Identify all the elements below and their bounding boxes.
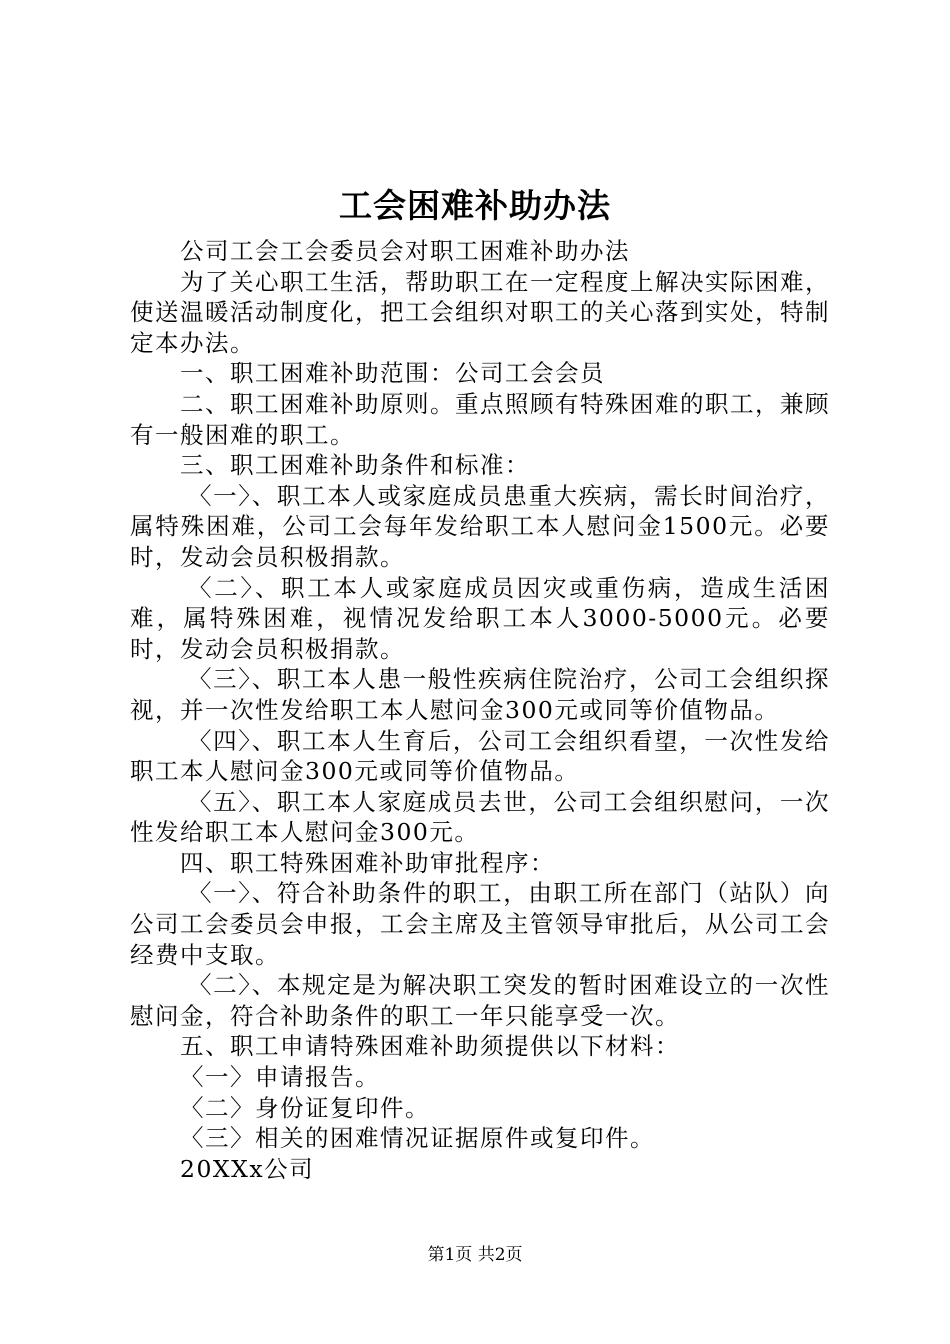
document-body bbox=[130, 236, 830, 1184]
section-5-item-1: 〈一〉申请报告。 bbox=[180, 1063, 380, 1092]
section-5-heading: 五、职工申请特殊困难补助须提供以下材料： bbox=[180, 1032, 680, 1061]
section-3-item-1: 〈一〉、职工本人或家庭成员患重大疾病，需长时间治疗，属特殊困难，公司工会每年发给职工本人慰问金1500元。必要时，发动会员积极捐款。 bbox=[130, 481, 830, 571]
document-title: 工会困难补助办法 bbox=[339, 186, 611, 225]
section-4-heading: 四、职工特殊困难补助审批程序： bbox=[180, 848, 555, 877]
section-2-principle: 二、职工困难补助原则。重点照顾有特殊困难的职工，兼顾有一般困难的职工。 bbox=[130, 389, 830, 449]
signature-line: 20XXx公司 bbox=[180, 1154, 315, 1183]
section-5-item-3: 〈三〉相关的困难情况证据原件或复印件。 bbox=[180, 1124, 655, 1153]
section-4-item-2: 〈二〉、本规定是为解决职工突发的暂时困难设立的一次性慰问金，符合补助条件的职工一年只能享受一次。 bbox=[130, 971, 830, 1030]
section-3-item-5: 〈五〉、职工本人家庭成员去世，公司工会组织慰问，一次性发给职工本人慰问金300元。 bbox=[130, 787, 830, 847]
section-4-item-1: 〈一〉、符合补助条件的职工，由职工所在部门（站队）向公司工会委员会申报，工会主席及主管领导审批后，从公司工会经费中支取。 bbox=[130, 879, 830, 969]
intro-paragraph: 为了关心职工生活，帮助职工在一定程度上解决实际困难，使送温暖活动制度化，把工会组织对职工的关心落到实处，特制定本办法。 bbox=[130, 267, 830, 357]
section-1-scope: 一、职工困难补助范围：公司工会会员 bbox=[180, 359, 605, 388]
section-5-item-2: 〈二〉身份证复印件。 bbox=[180, 1093, 430, 1122]
section-3-item-4: 〈四〉、职工本人生育后，公司工会组织看望，一次性发给职工本人慰问金300元或同等价值物品。 bbox=[130, 726, 830, 786]
page-footer: 第1页 共2页 bbox=[427, 1245, 523, 1265]
section-3-item-3: 〈三〉、职工本人患一般性疾病住院治疗，公司工会组织探视，并一次性发给职工本人慰问金300元或同等价值物品。 bbox=[130, 665, 830, 724]
subtitle-paragraph: 公司工会工会委员会对职工困难补助办法 bbox=[180, 237, 630, 265]
section-3-item-2: 〈二〉、职工本人或家庭成员因灾或重伤病，造成生活困难，属特殊困难，视情况发给职工本人3000-5000元。必要时，发动会员积极捐款。 bbox=[130, 573, 830, 663]
section-3-heading: 三、职工困难补助条件和标准： bbox=[180, 451, 530, 480]
